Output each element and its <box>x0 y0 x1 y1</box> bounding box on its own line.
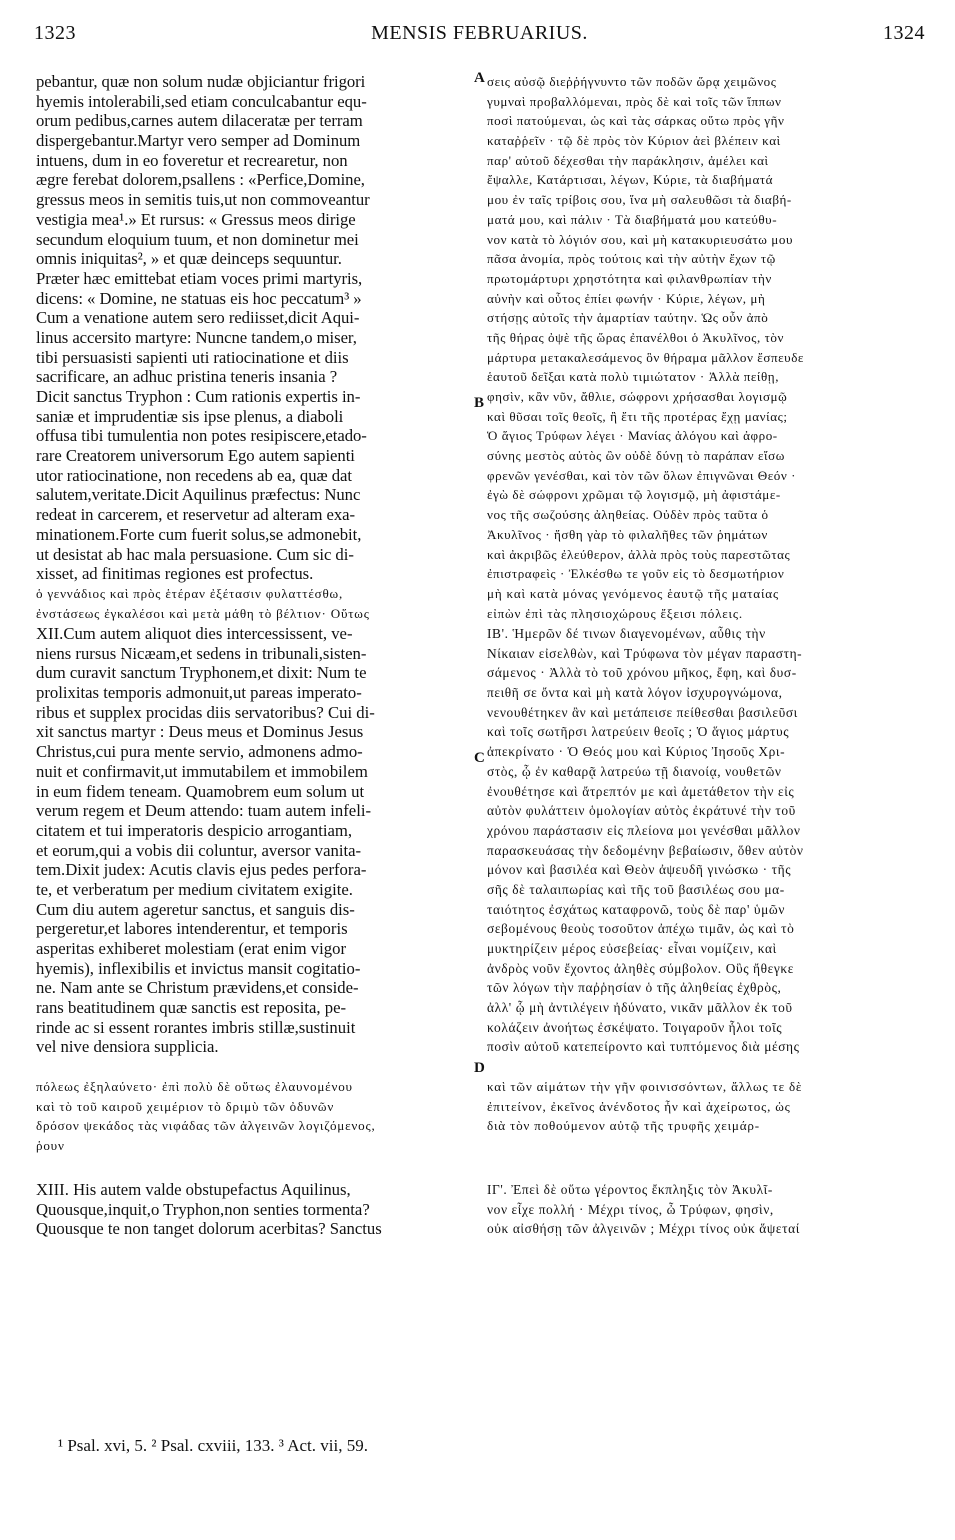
latin-text-line: vestigia mea¹.» Et rursus: « Gressus meos dirige <box>36 209 356 229</box>
greek-text-line: ἑαυτοῦ δεῖξαι κατὰ πολὺ τιμιώτατον · Ἀλλὰ πείθῃ, <box>487 369 780 385</box>
greek-text-line: ποσὶν αὐτοῦ κατεπείροντο καὶ τυπτόμενος διὰ μέσης <box>487 1039 800 1055</box>
greek-text-line: πᾶσα ἀνομία, πρὸς τούτοις καὶ τὴν αὐτὴν ἔχων τῷ <box>487 251 776 267</box>
latin-text-line: XIII. His autem valde obstupefactus Aquilinus, <box>36 1180 351 1199</box>
latin-text-line: Quousque te non tanget dolorum acerbitas? Sanctus <box>36 1219 382 1239</box>
greek-text-line: ΙΒ'. Ἡμερῶν δέ τινων διαγενομένων, αὖθις τὴν <box>487 626 766 641</box>
greek-text-line: νος τῆς σωζούσης ἀληθείας. Οὐδὲν πρὸς ταῦτα ὁ <box>487 507 769 523</box>
latin-text-line: ne. Nam ante se Christum prævidens,et conside- <box>36 978 359 998</box>
interlinear-left: δρόσον ψεκάδος τὰς νιφάδας τῶν ἀλγεινῶν λογιζόμενος, <box>36 1118 376 1134</box>
latin-text-line: rinde ac si essent rorantes imbris stillæ,sustinuit <box>36 1017 356 1037</box>
interlinear-greek-line <box>36 1097 926 1117</box>
interlinear-right: καὶ τῶν αἱμάτων τὴν γῆν φοινισσόντων, ἄλλως τε δὲ <box>487 1079 803 1094</box>
interlinear-left: ἐνστάσεως ἐγκαλέσοι καὶ μετὰ μάθη τὸ βέλτιον· Οὕτως <box>36 605 370 621</box>
latin-text-line: Quousque,inquit,o Tryphon,non senties tormenta? <box>36 1199 370 1219</box>
latin-text-line: rare Creatorem universorum Ego autem sapienti <box>36 446 355 466</box>
greek-text-line: σῆς δὲ ταλαιπωρίας καὶ τῆς τοῦ βασιλέως σου μα- <box>487 881 785 897</box>
latin-text-line: Cum diu autem ageretur sanctus, et sanguis dis- <box>36 899 355 919</box>
latin-text-line: minationem.Forte cum fuerit solus,se admonebit, <box>36 524 362 544</box>
greek-text-line: νον εἶχε πολλή · Μέχρι τίνος, ὦ Τρύφων, φησὶν, <box>487 1201 774 1217</box>
latin-text-line: ribus et supplex procidas diis servatoribus? Cui di- <box>36 702 375 722</box>
latin-text-line: Cum a venatione autem sero rediisset,dicit Aqui- <box>36 308 360 328</box>
greek-section-xii <box>487 624 927 1057</box>
greek-text-line: ἀνδρὸς νοῦν ἔχοντος ἀληθὲς σύμβολον. Οὓς ἤθεγκε <box>487 960 794 976</box>
latin-text-line: secundum eloquium tuum, et non dominetur mei <box>36 229 359 249</box>
greek-text-line: νενουθέτηκεν ἂν καὶ μετάπεισε πείθεσθαι βασιλεῦσι <box>487 704 798 720</box>
latin-column-top <box>36 72 472 584</box>
greek-text-line: ἀλλ' ᾧ μὴ ἀντιλέγειν ἠδύνατο, νικᾶν μᾶλλον ἐκ τοῦ <box>487 1000 793 1016</box>
greek-text-line: τῶν λόγων τὴν παῤῥησίαν ὁ τῆς ἀληθείας ἐχθρὸς, <box>487 980 782 996</box>
latin-text-line: saniæ et imprudentiæ sis ipse plenus, a diaboli <box>36 406 344 426</box>
latin-text-line: utor ratiocinatione, non recedens ab ea, quæ dat <box>36 465 352 485</box>
latin-text-line: gressus meos in semitis tuis,ut non commoveantur <box>36 190 370 210</box>
margin-marker-d: D <box>474 1060 485 1076</box>
latin-text-line: ægre ferebat dolorem,psallens : «Perfice,Domine, <box>36 170 365 190</box>
greek-text-line: τῆς θήρας ὀψὲ τῆς ὥρας ἐπανέλθοι ὁ Ἀκυλῖνος, τὸν <box>487 329 785 345</box>
interlinear-greek-line <box>36 1116 926 1136</box>
left-column-number: 1323 <box>34 22 76 44</box>
greek-text-line: μου ἐν ταῖς τρίβοις σου, ἵνα μὴ σαλευθῶσι τὰ διαβή- <box>487 192 792 208</box>
latin-text-line: XII.Cum autem aliquot dies intercessissent, ve- <box>36 624 353 643</box>
greek-text-line: πειθῆ σε ὄντα καὶ μὴ κατὰ λόγον ἰσχυρογνώμονα, <box>487 685 783 701</box>
latin-text-line: nuit et confirmavit,ut immutabilem et immobilem <box>36 761 368 781</box>
greek-column-top <box>487 72 927 584</box>
latin-text-line: Præter hæc emittebat etiam voces primi martyris, <box>36 268 363 288</box>
greek-text-line: στὸς, ᾧ ἐν καθαρᾷ λατρεύω τῇ διανοίᾳ, νουθετῶν <box>487 763 782 779</box>
latin-text-line: tem.Dixit judex: Acutis clavis ejus pedes perfora- <box>36 860 367 880</box>
interlinear-greek-2 <box>36 1077 926 1156</box>
greek-text-line: Ἀκυλῖνος · ἥσθη γὰρ τὸ φιλαλῆθες τῶν ῥημάτων <box>487 526 768 542</box>
greek-text-line: χρόνου παράστασιν εἰς πλείονα μοι γενέσθαι μᾶλλον <box>487 822 801 838</box>
interlinear-greek-1 <box>36 584 926 623</box>
greek-text-line: Νίκαιαν εἰσελθὼν, καὶ Τρύφωνα τὸν μέγαν παραστη- <box>487 645 803 661</box>
interlinear-greek-line <box>36 1136 926 1156</box>
interlinear-right: ἐπιτείνον, ἐκεῖνος ἀνένδοτος ἦν καὶ ἀχείρωτος, ὡς <box>487 1098 791 1114</box>
greek-text-line: ἐπιστραφεὶς · Ἐλκέσθω τε γοῦν εἰς τὸ δεσμωτήριον <box>487 566 785 582</box>
running-title: MENSIS FEBRUARIUS. <box>371 22 588 44</box>
greek-text-line: μυκτηρίζειν μέρος εὐσεβείας· εἶναι νομίζειν, καὶ <box>487 941 777 956</box>
latin-text-line: xisset, ad finitimas regiones est profectus. <box>36 564 314 584</box>
greek-text-line: οὐκ αἰσθήσῃ τῶν ἀλγεινῶν ; Μέχρι τίνος οὐκ ἅψεταί <box>487 1221 800 1237</box>
greek-text-line: φησὶν, κἂν νῦν, ἄθλιε, σώφρονι χρήσασθαι λογισμῷ <box>487 389 788 404</box>
interlinear-right: εἰπὼν ἐπὶ τὰς πλησιοχώρους ἔξεισι πόλεις. <box>487 605 743 621</box>
latin-text-line: redeat in carcerem, et reservetur ad alteram exa- <box>36 505 356 525</box>
greek-text-line: καὶ τοῖς σωτῆρσι λατρεύειν θεοῖς ; Ὁ ἅγιος μάρτυς <box>487 724 790 740</box>
greek-text-line: μάρτυρα μετακαλεσάμενος ὃν θήραμα μᾶλλον ἔσπευδε <box>487 349 804 365</box>
latin-section-xiii <box>36 1180 472 1239</box>
footnotes: ¹ Psal. xvi, 5. ² Psal. cxviii, 133. ³ Act. vii, 59. <box>58 1436 368 1455</box>
latin-section-xii <box>36 624 472 1057</box>
greek-text-line: ἐγὼ δὲ σώφρονι χρῶμαι τῷ λογισμῷ, μὴ ἀφιστάμε- <box>487 487 781 503</box>
greek-text-line: αὐτὸν φυλάττειν ὁμολογίαν αὐτὸς ἐκράτυνέ τὴν τοῦ <box>487 803 796 819</box>
latin-text-line: tibi persuasisti sapienti uti ratiocinatione et diis <box>36 347 349 367</box>
latin-text-line: orum pedibus,carnes autem dilaceratæ per terram <box>36 111 363 131</box>
interlinear-right: μὴ καὶ κατὰ μόνας γενόμενος ἑαυτῷ τῆς ματαίας <box>487 586 779 601</box>
latin-text-line: pebantur, quæ non solum nudæ objiciantur frigori <box>36 72 366 91</box>
interlinear-left: ῥουν <box>36 1138 65 1154</box>
greek-text-line: ματά μου, καὶ πάλιν · Τὰ διαβήματά μου κατεύθυ- <box>487 211 778 227</box>
greek-text-line: στήσῃς αὐτοῖς τὴν ἁμαρτίαν ταύτην. Ὡς οὖν ἀπὸ <box>487 310 769 326</box>
greek-text-line: σάμενος · Ἀλλὰ τὸ τοῦ χρόνου μῆκος, ἔφη, καὶ δυσ- <box>487 665 797 681</box>
latin-text-line: pergeretur,et labores intenderentur, et temporis <box>36 919 348 939</box>
latin-text-line: hyemis intolerabili,sed etiam conculcabantur equ- <box>36 91 367 111</box>
running-header <box>34 22 925 56</box>
latin-text-line: niens rursus Nicæam,et sedens in tribunali,sisten- <box>36 643 367 663</box>
interlinear-left: καὶ τὸ τοῦ καιροῦ χειμέριον τὸ δριμὺ τῶν ὀδυνῶν <box>36 1098 335 1114</box>
greek-text-line: αὐνὴν καὶ οὗτος ἐπίει φωνήν · Κύριε, λέγων, μὴ <box>487 290 766 306</box>
margin-marker-b: B <box>474 395 485 411</box>
interlinear-greek-line <box>36 584 926 604</box>
greek-text-line: παρ' αὐτοῦ δέχεσθαι τὴν παράκλησιν, ἀμέλει καὶ <box>487 152 769 168</box>
margin-marker-c: C <box>474 750 485 766</box>
interlinear-left: ὁ γεννάδιος καὶ πρὸς ἑτέραν ἐξέτασιν φυλαττέσθω, <box>36 586 344 601</box>
greek-text-line: παρασκευάσας τὴν δεδομένην βεβαίωσιν, ὅθεν αὐτὸν <box>487 842 804 858</box>
latin-text-line: linus accersito martyre: Nuncne tandem,o miser, <box>36 327 357 347</box>
greek-text-line: φρενῶν γενέσθαι, καὶ τὸν τῶν ὅλων ἐπιγνῶναι Θεόν · <box>487 467 797 483</box>
greek-text-line: ἀπεκρίνατο · Ὁ Θεός μου καὶ Κύριος Ἰησοῦς Χρι- <box>487 744 786 760</box>
greek-text-line: ἔψαλλε, Κατάρτισαι, λέγων, Κύριε, τὰ διαβήματά <box>487 172 774 188</box>
greek-text-line: καὶ θῦσαι τοῖς θεοῖς, ἢ ἔτι τῆς προτέρας ἔχῃ μανίας; <box>487 408 788 424</box>
interlinear-left: πόλεως ἐξηλαύνετο· ἐπὶ πολὺ δὲ οὕτως ἐλαυνομένου <box>36 1079 353 1094</box>
latin-text-line: Christus,cui pura mente servio, admonens admo- <box>36 742 363 762</box>
latin-text-line: offusa tibi tumulentia non potes resipiscere,etado- <box>36 426 367 446</box>
latin-text-line: intuens, dum in eo foveretur et recrearetur, non <box>36 150 348 170</box>
latin-text-line: ut desistat ab hac mala persuasione. Cum sic di- <box>36 544 354 564</box>
latin-text-line: hyemis), inflexibilis et invictus mansit cogitatio- <box>36 958 361 978</box>
interlinear-greek-line <box>36 604 926 624</box>
latin-text-line: dum curavit sanctum Tryphonem,et dixit: Num te <box>36 663 367 683</box>
latin-text-line: in eum fidem teneam. Quamobrem eum solum ut <box>36 781 365 801</box>
greek-text-line: πρωτομάρτυρι χρηστότητα καὶ φιλανθρωπίαν τὴν <box>487 270 772 286</box>
greek-text-line: καταῤῥεῖν · τῷ δὲ πρὸς τὸν Κύριον ἀεὶ βλέπειν καὶ <box>487 133 781 149</box>
greek-text-line: ποσὶ πατούμεναι, ὡς καὶ τὰς σάρκας οὕτω πρὸς γῆν <box>487 113 785 129</box>
latin-text-line: vel nive densiora supplicia. <box>36 1037 219 1057</box>
latin-text-line: salutem,veritate.Dicit Aquilinus præfectus: Nunc <box>36 485 361 505</box>
latin-text-line: et eorum,qui a vobis dii coluntur, aversor vanita- <box>36 840 362 860</box>
latin-text-line: verum regem et Deum attendo: tuam autem infeli- <box>36 801 372 821</box>
greek-text-line: σύνης μεστὸς αὐτὸς ὢν οὐδὲ δύνῃ τὸ παράπαν εἴσω <box>487 448 785 464</box>
latin-text-line: citatem et tui imperatoris despicio arrogantiam, <box>36 820 353 840</box>
latin-text-line: dispergebantur.Martyr vero semper ad Dominum <box>36 131 361 151</box>
greek-text-line: σεβομένους θεοὺς τοσοῦτον ἀπέχω τιμᾶν, ὡς καὶ τὸ <box>487 921 795 937</box>
latin-text-line: Dicit sanctus Tryphon : Cum rationis expertis in- <box>36 387 361 406</box>
interlinear-right: διὰ τὸν ποθούμενον αὐτῷ τῆς τρυφῆς χειμάρ- <box>487 1118 760 1134</box>
greek-text-line: Ὁ ἅγιος Τρύφων λέγει · Μανίας ἀλόγου καὶ ἀφρο- <box>487 428 778 444</box>
greek-text-line: κολάζειν ἀνοήτως ἐσκέψατο. Τοιγαροῦν ἧλοι τοῖς <box>487 1019 783 1035</box>
right-column-number: 1324 <box>883 22 925 44</box>
latin-text-line: rans beatitudinem quæ sanctis est reposita, pe- <box>36 998 347 1018</box>
latin-text-line: xit sanctus martyr : Deus meus et Dominus Jesus <box>36 722 364 742</box>
greek-text-line: μόνον καὶ βασιλέα καὶ Θεὸν ἀψευδῆ γινώσκω · τῆς <box>487 862 792 878</box>
margin-marker-a: A <box>474 70 485 86</box>
greek-text-line: σεις αὐσῷ διεῤῥήγνυντο τῶν ποδῶν ὥρᾳ χειμῶνος <box>487 74 777 89</box>
greek-text-line: καὶ ἀκριβῶς ἐλεύθερον, ἀλλὰ πρὸς τοὺς παρεστῶτας <box>487 546 791 562</box>
latin-text-line: sacrificare, an adhuc pristina teneris insania ? <box>36 367 338 387</box>
latin-text-line: te, et verberatum per medium civitatem exigite. <box>36 879 353 899</box>
latin-text-line: prolixitas temporis admonuit,ut pareas imperato- <box>36 683 362 703</box>
latin-text-line: dicens: « Domine, ne statuas eis hoc peccatum³ » <box>36 288 362 308</box>
interlinear-greek-line <box>36 1077 926 1097</box>
greek-text-line: ἐνουθέτησε καὶ ἄτρεπτόν με καὶ ἀμετάθετον τὴν εἰς <box>487 783 795 799</box>
latin-text-line: omnis iniquitas², » et quæ deinceps sequuntur. <box>36 249 342 269</box>
greek-section-xiii <box>487 1180 927 1239</box>
greek-text-line: ΙΓ'. Ἐπεὶ δὲ οὕτω γέροντος ἔκπληξις τὸν Ἀκυλῖ- <box>487 1182 773 1197</box>
greek-text-line: νον κατὰ τὸ λόγιόν σου, καὶ μὴ κατακυριευσάτω μου <box>487 231 793 247</box>
greek-text-line: ταιότητος ἐσχάτως καταφρονῶ, τοὺς δὲ παρ' ὑμῶν <box>487 901 786 917</box>
latin-text-line: asperitas exhiberet molestiam (erat enim vigor <box>36 939 346 958</box>
greek-text-line: γυμναὶ προβαλλόμεναι, πρὸς δὲ καὶ τοῖς τῶν ἵππων <box>487 93 782 109</box>
